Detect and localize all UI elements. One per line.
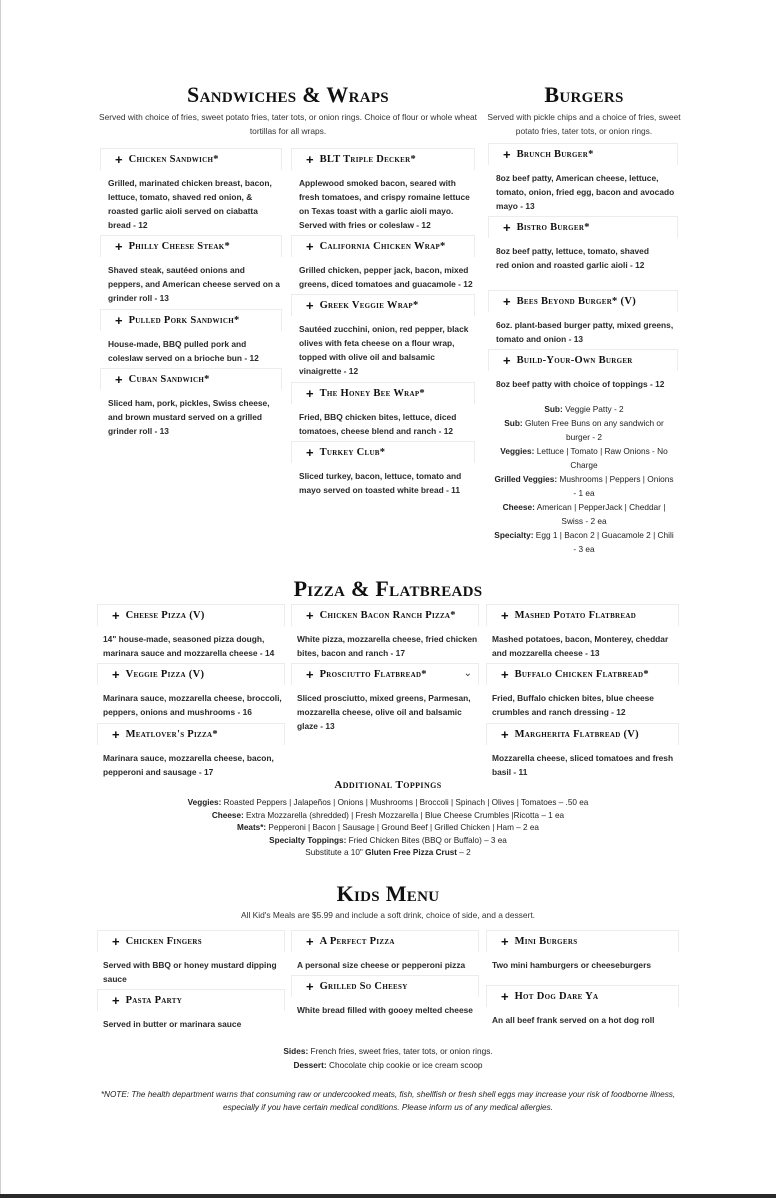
- item-name: Philly Cheese Steak*: [128, 241, 231, 252]
- menu-item[interactable]: [486, 663, 679, 719]
- item-name: Mini Burgers: [514, 936, 578, 947]
- expand-plus-icon: +: [112, 608, 120, 623]
- section-description-burgers: Served with pickle chips and a choice of fries, sweet potato fries, tater tots, or onion rings.: [487, 112, 681, 136]
- expand-plus-icon: +: [501, 667, 509, 682]
- item-description: Marinara sauce, mozzarella cheese, broccoli, peppers, onions and mushrooms - 16: [103, 693, 282, 717]
- menu-item[interactable]: [486, 604, 679, 660]
- expand-plus-icon: +: [112, 993, 120, 1008]
- item-description: Grilled chicken, pepper jack, bacon, mixed greens, diced tomatoes and guacamole - 12: [299, 265, 473, 289]
- expand-plus-icon: +: [501, 989, 509, 1004]
- section-title-sandwiches: Sandwiches & Wraps: [187, 82, 389, 107]
- menu-item[interactable]: [486, 985, 679, 1027]
- menu-item[interactable]: [488, 349, 678, 391]
- item-description: Fried, BBQ chicken bites, lettuce, diced tomatoes, cheese blend and ranch - 12: [299, 412, 457, 436]
- item-description: Served in butter or marinara sauce: [103, 1019, 242, 1029]
- item-description: House-made, BBQ pulled pork and coleslaw served on a brioche bun - 12: [108, 339, 259, 363]
- item-description: 8oz beef patty, American cheese, lettuce, tomato, onion, fried egg, bacon and avocado mayo - 13: [496, 173, 675, 211]
- chevron-down-icon[interactable]: ⌄: [463, 668, 472, 679]
- item-name: Brunch Burger*: [516, 149, 594, 160]
- item-description: Sautéed zucchini, onion, red pepper, black olives with feta cheese on a flour wrap, topped with olive oil and balsamic vinaigrette - 12: [299, 324, 469, 376]
- gluten-free-substitute: Substitute a 10" Gluten Free Pizza Crust – 2: [305, 848, 471, 858]
- expand-plus-icon: +: [306, 667, 314, 682]
- item-description: Marinara sauce, mozzarella cheese, bacon, pepperoni and sausage - 17: [103, 753, 274, 777]
- section-description-kids: All Kid's Meals are $5.99 and include a soft drink, choice of side, and a dessert.: [241, 910, 535, 920]
- item-name: Pulled Pork Sandwich*: [128, 315, 240, 326]
- section-title-burgers: Burgers: [544, 82, 624, 107]
- menu-item[interactable]: [291, 382, 475, 438]
- menu-item[interactable]: [291, 148, 475, 232]
- menu-item[interactable]: [291, 604, 479, 660]
- expand-plus-icon: +: [112, 727, 120, 742]
- expand-plus-icon: +: [503, 147, 511, 162]
- menu-item[interactable]: [488, 143, 678, 213]
- health-note: *NOTE: The health department warns that consuming raw or undercooked meats, fish, shellfish or fresh shell eggs may increase your risk of foodborne illness, especially if you have certain medical conditions. Please inform us of any medical allergies.: [100, 1090, 676, 1112]
- item-description: Shaved steak, sautéed onions and peppers, and American cheese served on a grinder roll - 13: [108, 265, 280, 303]
- item-name: Hot Dog Dare Ya: [514, 991, 599, 1002]
- item-name: Grilled So Cheesy: [319, 981, 408, 992]
- item-description: Sliced ham, pork, pickles, Swiss cheese, and brown mustard served on a grilled grinder roll - 13: [108, 398, 270, 436]
- item-name: Margherita Flatbread (V): [514, 729, 639, 740]
- expand-plus-icon: +: [503, 353, 511, 368]
- item-description: White pizza, mozzarella cheese, fried chicken bites, bacon and ranch - 17: [297, 634, 478, 658]
- menu-item[interactable]: [291, 294, 475, 378]
- item-description: Sliced prosciutto, mixed greens, Parmesan, mozzarella cheese, olive oil and balsamic glaze - 13: [297, 693, 471, 731]
- menu-item[interactable]: [291, 975, 479, 1017]
- expand-plus-icon: +: [501, 608, 509, 623]
- expand-plus-icon: +: [306, 934, 314, 949]
- burger-option: Sub: Gluten Free Buns on any sandwich or burger - 2: [504, 418, 664, 442]
- item-name: Mashed Potato Flatbread: [514, 610, 637, 621]
- item-description: Sliced turkey, bacon, lettuce, tomato and mayo served on toasted white bread - 11: [299, 471, 462, 495]
- item-name: Chicken Fingers: [125, 936, 202, 947]
- burger-options: [494, 402, 674, 556]
- topping-line: Meats*: Pepperoni | Bacon | Sausage | Ground Beef | Grilled Chicken | Ham – 2 ea: [237, 823, 539, 833]
- page-bottom-bar: [0, 1194, 776, 1198]
- item-name: The Honey Bee Wrap*: [319, 388, 425, 399]
- menu-item[interactable]: [100, 309, 282, 365]
- item-name: Bistro Burger*: [516, 222, 590, 233]
- item-name: Prosciutto Flatbread*: [319, 669, 427, 680]
- menu-item[interactable]: [97, 723, 285, 779]
- expand-plus-icon: +: [501, 727, 509, 742]
- expand-plus-icon: +: [503, 220, 511, 235]
- expand-plus-icon: +: [115, 239, 123, 254]
- item-name: California Chicken Wrap*: [319, 241, 446, 252]
- burger-option: Cheese: American | PepperJack | Cheddar | Swiss - 2 ea: [502, 502, 666, 526]
- topping-line: Veggies: Roasted Peppers | Jalapeños | Onions | Mushrooms | Broccoli | Spinach | Olives | Tomatoes – .50 ea: [187, 798, 589, 807]
- item-description: Mozzarella cheese, sliced tomatoes and fresh basil - 11: [492, 753, 674, 777]
- additional-toppings-list: [88, 797, 688, 860]
- menu-item[interactable]: [97, 989, 285, 1031]
- expand-plus-icon: +: [503, 294, 511, 309]
- menu-item[interactable]: [488, 216, 678, 272]
- item-name: Turkey Club*: [319, 447, 386, 458]
- menu-item[interactable]: [488, 290, 678, 346]
- burger-option: Veggies: Lettuce | Tomato | Raw Onions - No Charge: [500, 446, 668, 470]
- item-name: Greek Veggie Wrap*: [319, 300, 419, 311]
- expand-plus-icon: +: [112, 667, 120, 682]
- item-description: White bread filled with gooey melted cheese: [297, 1005, 473, 1015]
- item-description: Mashed potatoes, bacon, Monterey, cheddar and mozzarella cheese - 13: [492, 634, 669, 658]
- section-description-sandwiches: Served with choice of fries, sweet potato fries, tater tots, or onion rings. Choice of flour or whole wheat tortillas for all wraps.: [99, 112, 477, 136]
- additional-toppings-title: Additional Toppings: [334, 779, 442, 791]
- kids-dessert: Dessert: Chocolate chip cookie or ice cream scoop: [293, 1060, 483, 1070]
- menu-item[interactable]: [97, 930, 285, 986]
- menu-item[interactable]: [291, 235, 475, 291]
- menu-item[interactable]: [97, 604, 285, 660]
- expand-plus-icon: +: [306, 608, 314, 623]
- expand-plus-icon: +: [115, 372, 123, 387]
- burger-option: Specialty: Egg 1 | Bacon 2 | Guacamole 2 | Chili - 3 ea: [494, 530, 674, 554]
- page-border: [0, 0, 1, 1198]
- item-name: Bees Beyond Burger* (V): [516, 296, 636, 307]
- item-name: Build-Your-Own Burger: [516, 355, 633, 366]
- item-description: 6oz. plant-based burger patty, mixed greens, tomato and onion - 13: [496, 320, 674, 344]
- expand-plus-icon: +: [115, 152, 123, 167]
- expand-plus-icon: +: [112, 934, 120, 949]
- topping-line: Cheese: Extra Mozzarella (shredded) | Fresh Mozzarella | Blue Cheese Crumbles |Ricotta – 1 ea: [211, 810, 565, 820]
- menu-item[interactable]: [486, 723, 679, 779]
- menu-item[interactable]: [100, 235, 282, 305]
- menu-item[interactable]: [100, 148, 282, 232]
- expand-plus-icon: +: [306, 445, 314, 460]
- menu-item[interactable]: [486, 930, 679, 972]
- menu-item[interactable]: [97, 663, 285, 719]
- item-description: 8oz beef patty with choice of toppings - 12: [496, 379, 665, 389]
- item-description: Fried, Buffalo chicken bites, blue cheese crumbles and ranch dressing - 12: [492, 693, 654, 717]
- expand-plus-icon: +: [306, 979, 314, 994]
- expand-plus-icon: +: [306, 386, 314, 401]
- item-name: Chicken Bacon Ranch Pizza*: [319, 610, 456, 621]
- expand-plus-icon: +: [501, 934, 509, 949]
- kids-sides-dessert: [188, 1044, 588, 1072]
- section-title-pizza: Pizza & Flatbreads: [293, 576, 483, 601]
- item-description: Applewood smoked bacon, seared with fresh tomatoes, and crispy romaine lettuce on Texas toast with a garlic aioli mayo. Served with fries or coleslaw - 12: [299, 178, 470, 230]
- menu-item[interactable]: [291, 663, 479, 733]
- item-name: Veggie Pizza (V): [125, 669, 205, 680]
- item-name: Pasta Party: [125, 995, 183, 1006]
- item-name: BLT Triple Decker*: [319, 154, 417, 165]
- burger-option: Sub: Veggie Patty - 2: [544, 404, 624, 414]
- menu-item[interactable]: [291, 930, 479, 972]
- section-title-kids: Kids Menu: [336, 881, 440, 906]
- item-description: 14" house-made, seasoned pizza dough, marinara sauce and mozzarella cheese - 14: [103, 634, 275, 658]
- menu-item[interactable]: [291, 441, 475, 497]
- kids-sides: Sides: French fries, sweet fries, tater tots, or onion rings.: [283, 1046, 493, 1056]
- item-name: Cuban Sandwich*: [128, 374, 210, 385]
- item-name: Buffalo Chicken Flatbread*: [514, 669, 649, 680]
- item-name: Meatlover's Pizza*: [125, 729, 218, 740]
- item-name: A Perfect Pizza: [319, 936, 395, 947]
- expand-plus-icon: +: [306, 152, 314, 167]
- item-description: Two mini hamburgers or cheeseburgers: [492, 960, 652, 970]
- item-description: 8oz beef patty, lettuce, tomato, shaved red onion and roasted garlic aioli - 12: [496, 246, 649, 270]
- burger-option: Grilled Veggies: Mushrooms | Peppers | Onions - 1 ea: [494, 474, 674, 498]
- item-name: Cheese Pizza (V): [125, 610, 205, 621]
- expand-plus-icon: +: [306, 239, 314, 254]
- topping-line: Specialty Toppings: Fried Chicken Bites (BBQ or Buffalo) – 3 ea: [269, 835, 507, 845]
- item-description: Served with BBQ or honey mustard dipping sauce: [103, 960, 277, 984]
- item-description: Grilled, marinated chicken breast, bacon, lettuce, tomato, shaved red onion, & roasted garlic aioli served on ciabatta bread - 12: [108, 178, 272, 230]
- item-description: A personal size cheese or pepperoni pizza: [297, 960, 466, 970]
- item-description: An all beef frank served on a hot dog roll: [492, 1015, 655, 1025]
- expand-plus-icon: +: [306, 298, 314, 313]
- item-name: Chicken Sandwich*: [128, 154, 219, 165]
- expand-plus-icon: +: [115, 313, 123, 328]
- menu-item[interactable]: [100, 368, 282, 438]
